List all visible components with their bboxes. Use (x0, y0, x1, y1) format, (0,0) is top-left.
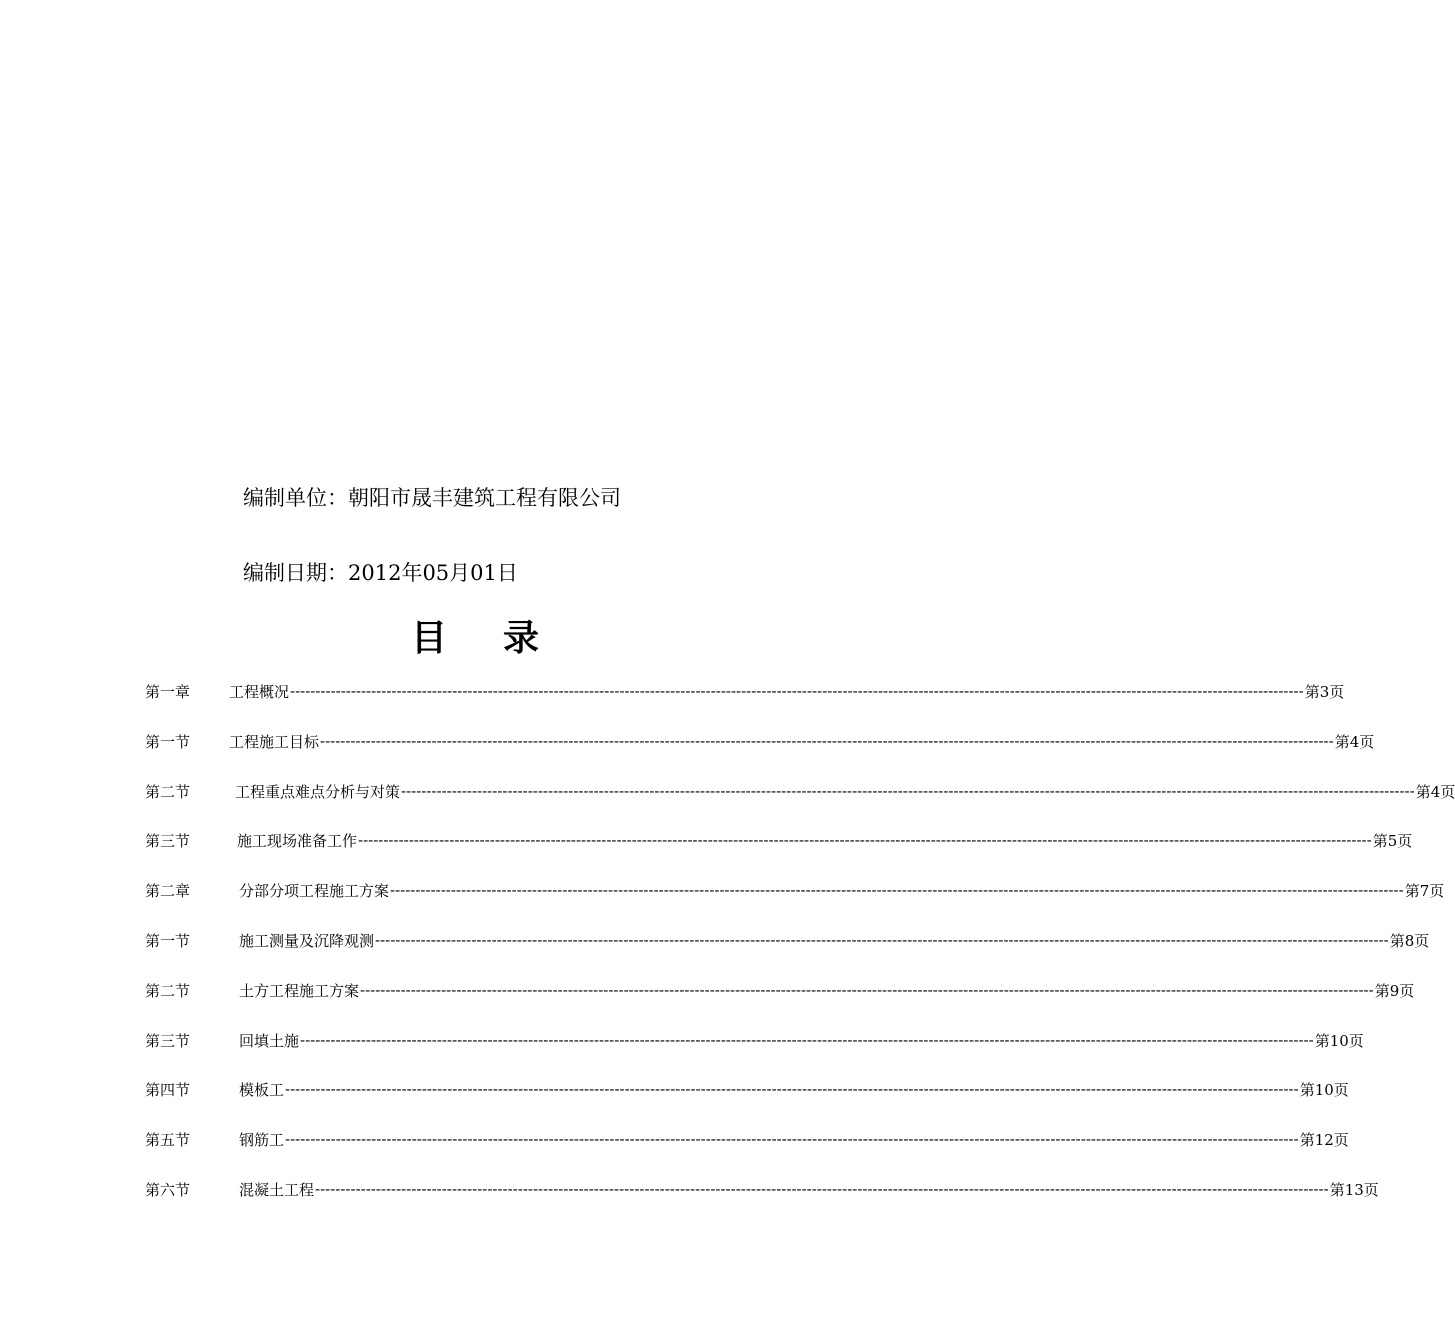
toc-entry-title: 土方工程施工方案 (239, 981, 360, 1000)
toc-entry-page: 第8页 (1389, 931, 1430, 950)
toc-entry-title: 工程施工目标 (229, 732, 320, 751)
toc-dot-leader: -------------------------------------------------------------------------------------------------------------------------------------------------------------------------------------------------------- (300, 1031, 1314, 1049)
toc-entry-number: 第二章 (145, 881, 191, 900)
toc-entry-title: 工程概况 (229, 682, 290, 701)
toc-dot-leader: -------------------------------------------------------------------------------------------------------------------------------------------------------------------------------------------------------- (360, 981, 1374, 999)
toc-entry[interactable] (145, 1177, 1379, 1201)
toc-title-char-2: 录 (503, 618, 540, 659)
compiling-date-value: 2012年05月01日 (348, 561, 518, 585)
toc-entry-title: 回填土施 (239, 1031, 300, 1050)
toc-entry[interactable] (145, 828, 1413, 852)
toc-entry[interactable] (145, 978, 1415, 1002)
toc-entry-page: 第13页 (1329, 1180, 1379, 1199)
toc-dot-leader: -------------------------------------------------------------------------------------------------------------------------------------------------------------------------------------------------------- (375, 931, 1389, 949)
toc-dot-leader: -------------------------------------------------------------------------------------------------------------------------------------------------------------------------------------------------------- (401, 782, 1415, 800)
toc-entry-title: 分部分项工程施工方案 (239, 881, 390, 900)
toc-entry-title: 施工现场准备工作 (237, 831, 358, 850)
toc-entry-page: 第7页 (1404, 881, 1445, 900)
toc-dot-leader: -------------------------------------------------------------------------------------------------------------------------------------------------------------------------------------------------------- (290, 682, 1304, 700)
toc-dot-leader: -------------------------------------------------------------------------------------------------------------------------------------------------------------------------------------------------------- (285, 1130, 1299, 1148)
toc-entry-page: 第10页 (1299, 1080, 1349, 1099)
toc-entry[interactable] (145, 779, 1455, 803)
toc-entry[interactable] (145, 1127, 1349, 1151)
toc-dot-leader: -------------------------------------------------------------------------------------------------------------------------------------------------------------------------------------------------------- (315, 1180, 1329, 1198)
toc-dot-leader: -------------------------------------------------------------------------------------------------------------------------------------------------------------------------------------------------------- (390, 881, 1404, 899)
toc-entry-page: 第4页 (1415, 782, 1455, 801)
toc-dot-leader: -------------------------------------------------------------------------------------------------------------------------------------------------------------------------------------------------------- (358, 831, 1372, 849)
toc-entry[interactable] (145, 679, 1345, 703)
toc-entry[interactable] (145, 1077, 1349, 1101)
toc-dot-leader: -------------------------------------------------------------------------------------------------------------------------------------------------------------------------------------------------------- (320, 732, 1334, 750)
toc-entry-title: 混凝土工程 (239, 1180, 315, 1199)
toc-entry-number: 第五节 (145, 1130, 191, 1149)
toc-entry-number: 第三节 (145, 1031, 191, 1050)
compiling-date-line (243, 557, 518, 587)
toc-entry-number: 第三节 (145, 831, 191, 850)
toc-entry-number: 第一节 (145, 732, 191, 751)
toc-entry-title: 模板工 (239, 1080, 285, 1099)
compiling-unit-line (243, 482, 621, 512)
compiling-date-label: 编制日期： (243, 561, 348, 585)
toc-entry-number: 第二节 (145, 981, 191, 1000)
toc-entry-number: 第四节 (145, 1080, 191, 1099)
toc-dot-leader: -------------------------------------------------------------------------------------------------------------------------------------------------------------------------------------------------------- (285, 1080, 1299, 1098)
toc-entry[interactable] (145, 928, 1430, 952)
toc-entry-number: 第一节 (145, 931, 191, 950)
toc-entry[interactable] (145, 1028, 1364, 1052)
toc-entry-page: 第5页 (1372, 831, 1413, 850)
toc-title (0, 610, 950, 661)
toc-entry-page: 第9页 (1374, 981, 1415, 1000)
toc-entry-title: 钢筋工 (239, 1130, 285, 1149)
compiling-unit-label: 编制单位： (243, 486, 348, 510)
toc-entry-page: 第10页 (1314, 1031, 1364, 1050)
toc-entry-title: 工程重点难点分析与对策 (235, 782, 401, 801)
toc-entry-page: 第3页 (1304, 682, 1345, 701)
toc-entry-page: 第4页 (1334, 732, 1375, 751)
toc-entry-number: 第二节 (145, 782, 191, 801)
toc-entry[interactable] (145, 729, 1375, 753)
toc-entry[interactable] (145, 878, 1445, 902)
toc-entry-number: 第一章 (145, 682, 191, 701)
compiling-unit-value: 朝阳市晟丰建筑工程有限公司 (348, 486, 621, 510)
toc-entry-title: 施工测量及沉降观测 (239, 931, 375, 950)
toc-title-char-1: 目 (410, 618, 447, 659)
toc-entry-number: 第六节 (145, 1180, 191, 1199)
toc-entry-page: 第12页 (1299, 1130, 1349, 1149)
